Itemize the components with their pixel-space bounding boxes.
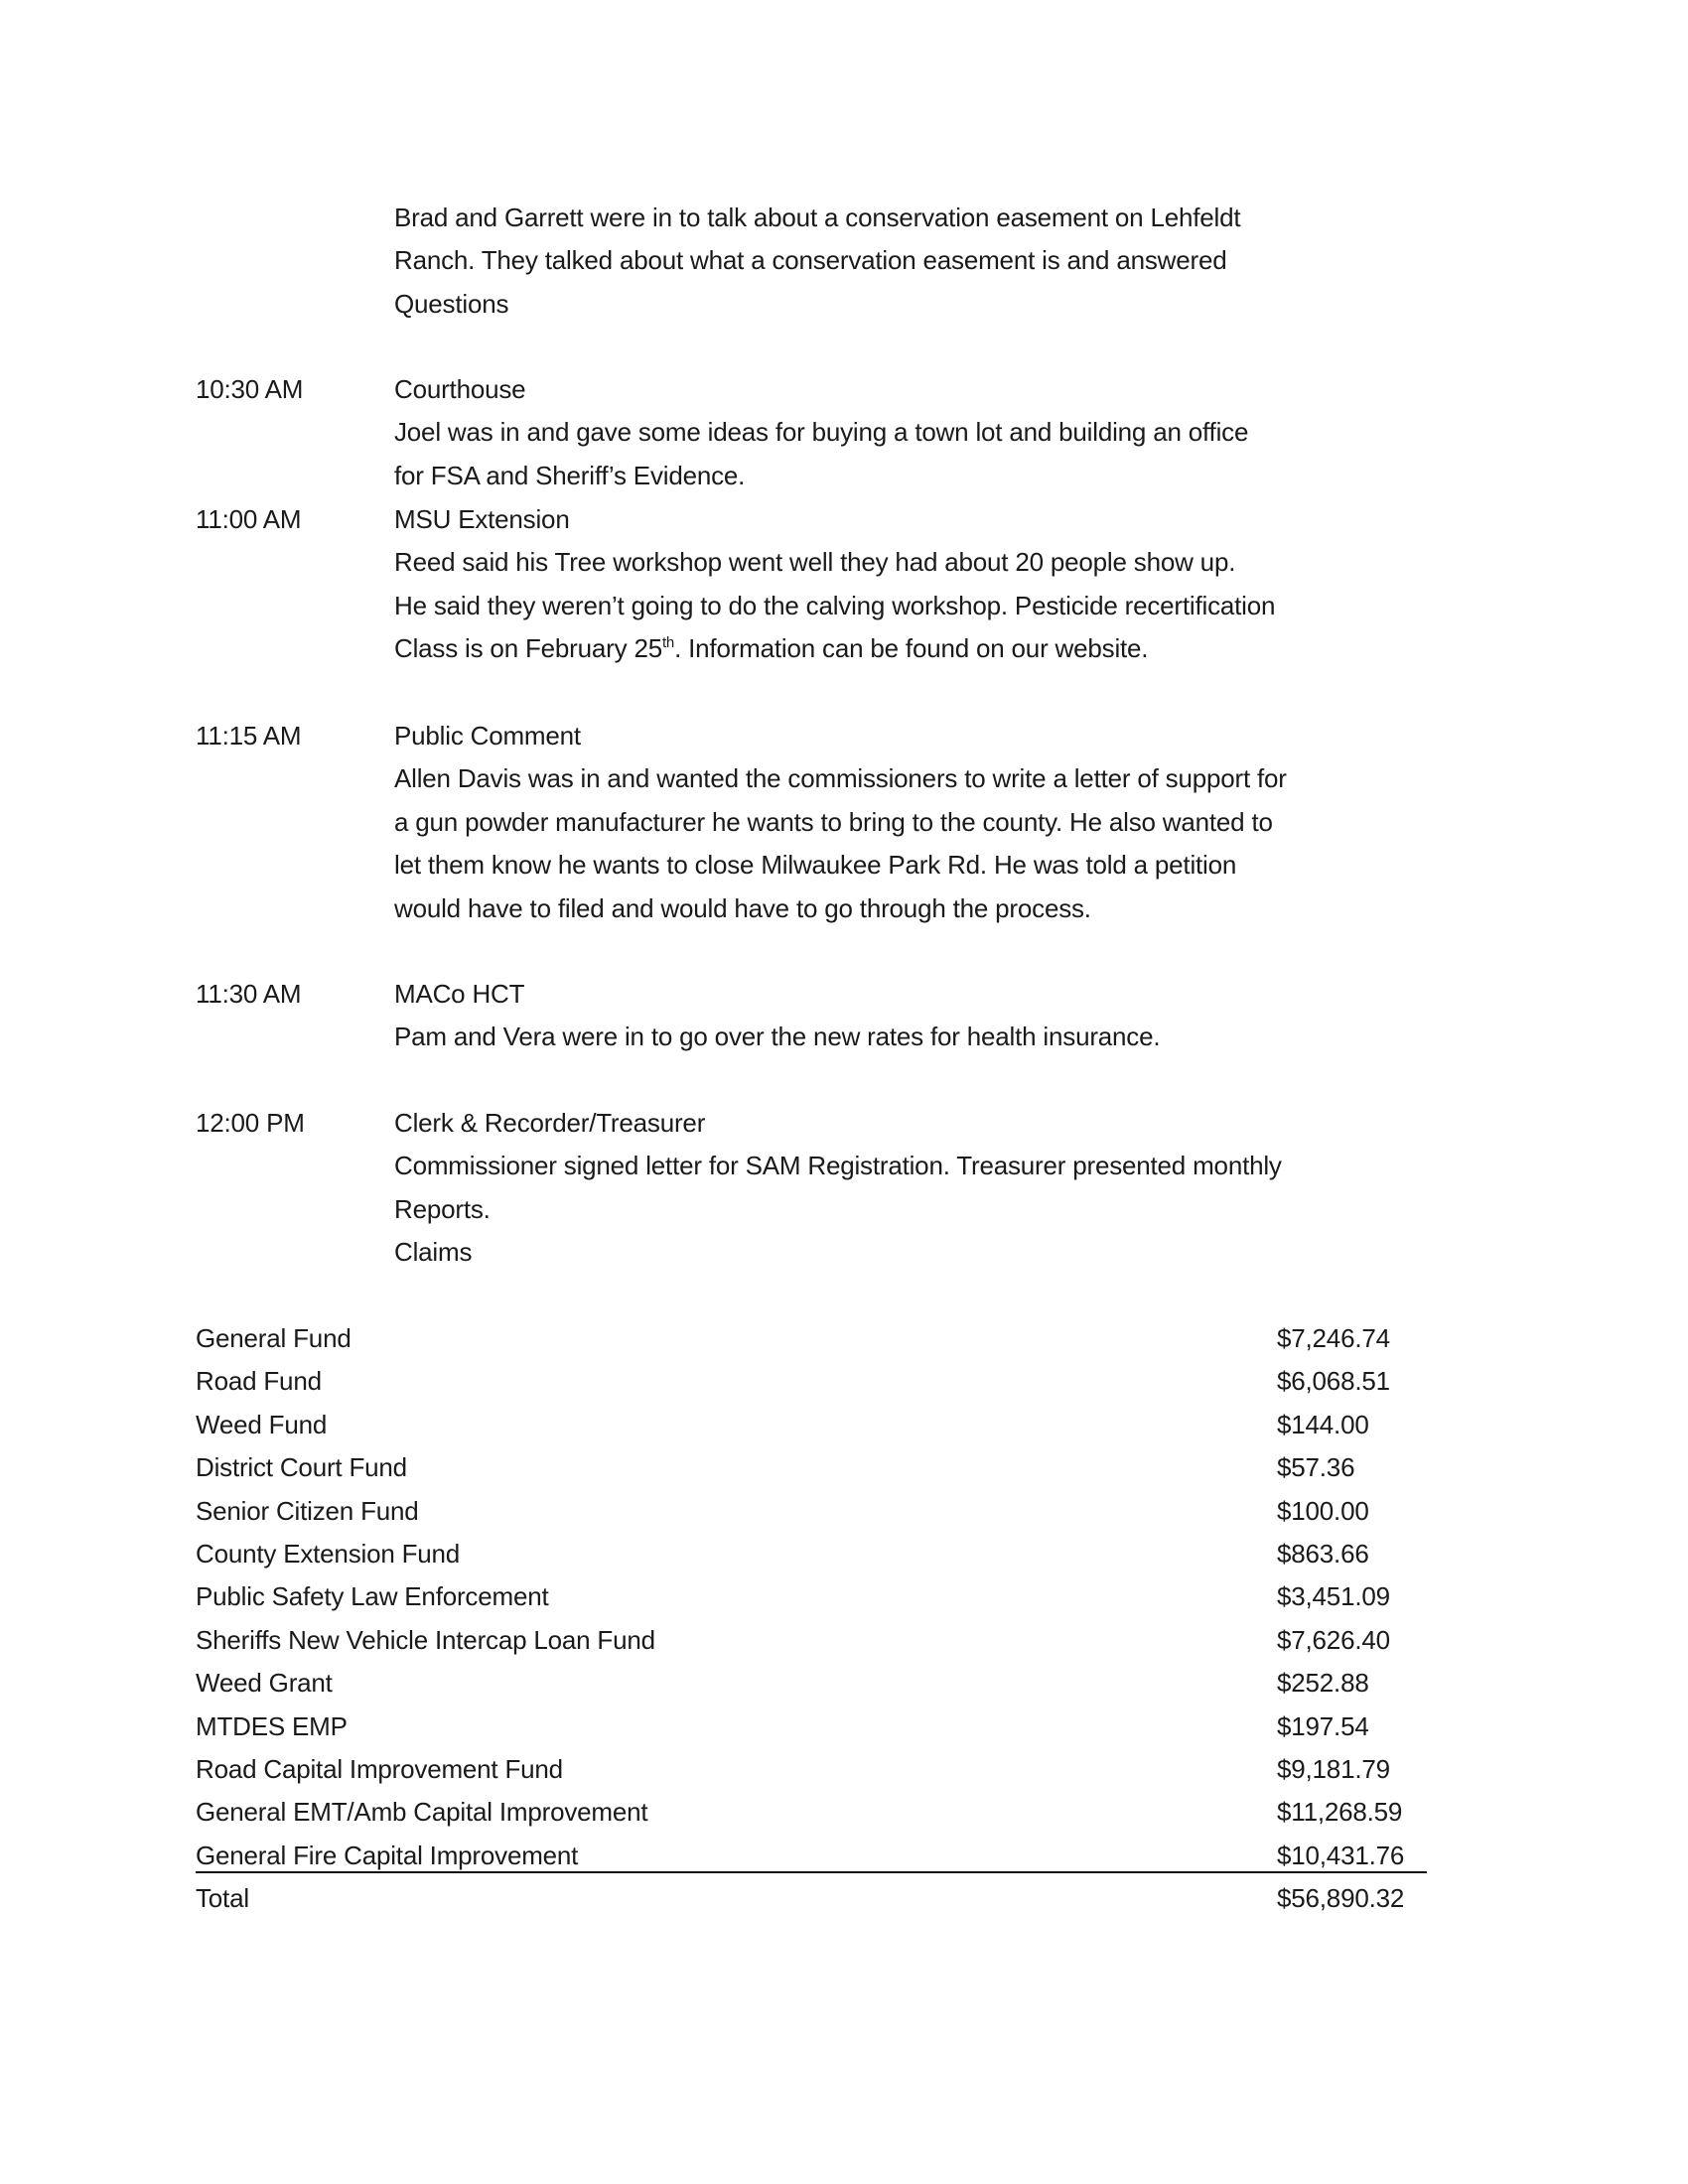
agenda-time: 11:00 AM bbox=[196, 504, 302, 534]
fund-name: Weed Grant bbox=[196, 1668, 333, 1699]
agenda-line: Questions bbox=[394, 288, 509, 319]
last-line-post: . Information can be found on our website. bbox=[674, 633, 1149, 664]
fund-name: General Fund bbox=[196, 1323, 352, 1353]
fund-name: County Extension Fund bbox=[196, 1539, 461, 1569]
fund-amount: $100.00 bbox=[1277, 1495, 1369, 1526]
agenda-text bbox=[394, 715, 1287, 930]
fund-name: Road Fund bbox=[196, 1366, 322, 1397]
fund-amount: $144.00 bbox=[1277, 1409, 1369, 1439]
fund-amount: $863.66 bbox=[1277, 1539, 1369, 1569]
claims-row bbox=[196, 1748, 1427, 1791]
claims-row bbox=[196, 1446, 1427, 1489]
claims-row bbox=[196, 1619, 1427, 1662]
fund-amount: $252.88 bbox=[1277, 1668, 1369, 1699]
fund-name: District Court Fund bbox=[196, 1452, 407, 1483]
claims-row bbox=[196, 1360, 1427, 1403]
agenda-line bbox=[394, 627, 1275, 670]
fund-amount: $6,068.51 bbox=[1277, 1366, 1390, 1397]
agenda-line: Commissioner signed letter for SAM Registration. Treasurer presented monthly bbox=[394, 1151, 1282, 1181]
claims-row bbox=[196, 1533, 1427, 1575]
fund-amount: $197.54 bbox=[1277, 1710, 1369, 1741]
fund-amount: $57.36 bbox=[1277, 1452, 1355, 1483]
agenda-heading: MSU Extension bbox=[394, 504, 570, 534]
fund-name: Senior Citizen Fund bbox=[196, 1495, 419, 1526]
agenda-line: would have to filed and would have to go through the process. bbox=[394, 892, 1091, 923]
total-row bbox=[196, 1877, 1427, 1920]
agenda-line: Reports. bbox=[394, 1193, 491, 1224]
claims-row bbox=[196, 1575, 1427, 1618]
claims-row bbox=[196, 1791, 1427, 1834]
agenda-time: 11:30 AM bbox=[196, 979, 302, 1009]
claims-row bbox=[196, 1662, 1427, 1705]
last-line-pre: Class is on February 25 bbox=[394, 633, 662, 664]
total-divider bbox=[196, 1871, 1427, 1873]
last-line-sup: th bbox=[661, 634, 675, 652]
agenda-text bbox=[394, 368, 1248, 497]
agenda-line: Joel was in and gave some ideas for buying a town lot and building an office bbox=[394, 417, 1249, 448]
fund-name: Public Safety Law Enforcement bbox=[196, 1581, 549, 1612]
agenda-time: 10:30 AM bbox=[196, 374, 304, 404]
agenda-line: let them know he wants to close Milwaukee Park Rd. He was told a petition bbox=[394, 850, 1237, 881]
fund-amount: $10,431.76 bbox=[1277, 1840, 1405, 1870]
agenda-heading: MACo HCT bbox=[394, 979, 525, 1009]
fund-name: Weed Fund bbox=[196, 1409, 328, 1439]
agenda-heading: Clerk & Recorder/Treasurer bbox=[394, 1108, 706, 1138]
fund-amount: $11,268.59 bbox=[1277, 1797, 1403, 1828]
agenda-line: Pam and Vera were in to go over the new rates for health insurance. bbox=[394, 1022, 1161, 1052]
agenda-line: for FSA and Sheriff’s Evidence. bbox=[394, 460, 746, 490]
total-label: Total bbox=[196, 1883, 249, 1914]
fund-name: Sheriffs New Vehicle Intercap Loan Fund bbox=[196, 1624, 655, 1655]
agenda-time: 11:15 AM bbox=[196, 721, 302, 751]
fund-name: General Fire Capital Improvement bbox=[196, 1840, 579, 1870]
agenda-text bbox=[394, 1102, 1282, 1275]
total-amount: $56,890.32 bbox=[1277, 1883, 1405, 1914]
claims-row bbox=[196, 1706, 1427, 1748]
fund-name: General EMT/Amb Capital Improvement bbox=[196, 1797, 648, 1828]
fund-name: MTDES EMP bbox=[196, 1710, 348, 1741]
agenda-line: Reed said his Tree workshop went well they had about 20 people show up. bbox=[394, 547, 1236, 578]
agenda-text bbox=[394, 498, 1275, 671]
agenda-line: Ranch. They talked about what a conservation easement is and answered bbox=[394, 245, 1227, 276]
agenda-line: Claims bbox=[394, 1237, 473, 1268]
fund-amount: $9,181.79 bbox=[1277, 1754, 1390, 1784]
agenda-text bbox=[394, 197, 1240, 326]
agenda-line: a gun powder manufacturer he wants to bring to the county. He also wanted to bbox=[394, 806, 1273, 837]
agenda-text bbox=[394, 973, 1160, 1059]
agenda-line: Allen Davis was in and wanted the commissioners to write a letter of support for bbox=[394, 763, 1287, 794]
fund-amount: $7,626.40 bbox=[1277, 1624, 1390, 1655]
fund-amount: $7,246.74 bbox=[1277, 1323, 1390, 1353]
agenda-heading: Courthouse bbox=[394, 374, 526, 404]
claims-row bbox=[196, 1404, 1427, 1446]
agenda-line: He said they weren’t going to do the calving workshop. Pesticide recertification bbox=[394, 590, 1276, 620]
agenda-line: Brad and Garrett were in to talk about a conservation easement on Lehfeldt bbox=[394, 203, 1241, 232]
fund-amount: $3,451.09 bbox=[1277, 1581, 1390, 1612]
fund-name: Road Capital Improvement Fund bbox=[196, 1754, 563, 1784]
agenda-heading: Public Comment bbox=[394, 721, 581, 751]
claims-row bbox=[196, 1490, 1427, 1533]
agenda-time: 12:00 PM bbox=[196, 1108, 305, 1138]
claims-row bbox=[196, 1317, 1427, 1360]
